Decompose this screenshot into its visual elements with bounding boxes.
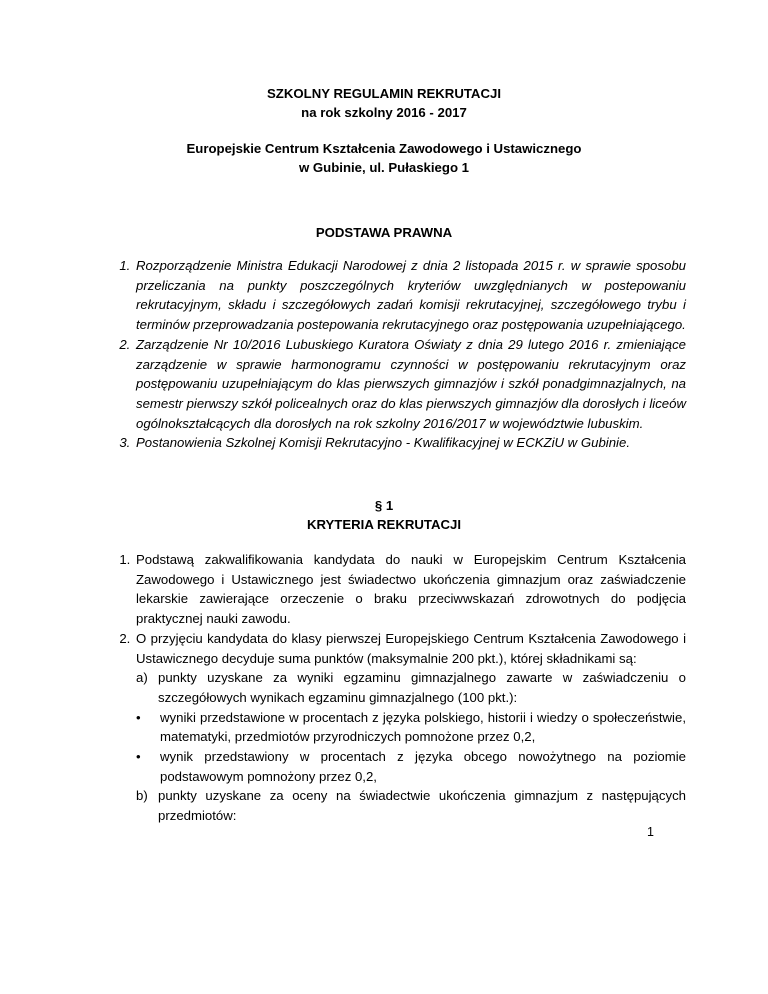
bullet-icon: • [136,709,141,725]
legal-basis-heading: PODSTAWA PRAWNA [315,225,453,240]
page-number: 1 [647,825,654,839]
sublist-item-text: punkty uzyskane za wyniki egzaminu gimnazjalnego zawarte w zaświadczeniu o szczegółowych wynikach egzaminu gimnazjalnego (100 pkt.): [158,670,686,705]
criteria-item [134,629,686,826]
legal-basis-item: 1. Rozporządzenie Ministra Edukacji Narodowej z dnia 2 listopada 2015 r. w sprawie sposobu przeliczania na punkty poszczególnych kryteriów uwzględnianych w postepowaniu rekrutacyjnym, składu i szczegółowych zadań komisji rekrutacyjnej, szczegółowego trybu i terminów przeprowadzania postepowania rekrutacyjnego oraz postępowania uzupełniającego. [134,256,686,335]
exam-results-bullets [136,708,686,787]
points-sublist [136,668,686,826]
title-line-2: na rok szkolny 2016 - 2017 [301,105,467,120]
school-line-1: Europejskie Centrum Kształcenia Zawodowego i Ustawicznego [186,141,582,156]
bullet-item [136,708,686,747]
criteria-item-text: Podstawą zakwalifikowania kandydata do nauki w Europejskim Centrum Kształcenia Zawodowego i Ustawicznego jest świadectwo ukończenia gimnazjum oraz zaświadczenie lekarskie zawierające orzeczenie o braku przeciwwskazań zdrowotnych do podjęcia praktycznej nauki zawodu. [136,552,686,627]
school-line-2: w Gubinie, ul. Pułaskiego 1 [298,160,469,175]
paragraph-sign: § 1 [374,498,394,513]
sublist-item-b [136,786,686,825]
legal-basis-item: 2. Zarządzenie Nr 10/2016 Lubuskiego Kuratora Oświaty z dnia 29 lutego 2016 r. zmieniające zarządzenie w sprawie harmonogramu czynności w postępowaniu rekrutacyjnym oraz postępowaniu uzupełniającym do klas pierwszych gimnazjów i szkół ponadgimnazjalnych, na semestr pierwszy szkół policealnych oraz do klas pierwszych gimnazjów dla dorosłych i liceów ogólnokształcących dla dorosłych na rok szkolny 2016/2017 w województwie lubuskim. [134,335,686,434]
sublist-item-text: punkty uzyskane za oceny na świadectwie ukończenia gimnazjum z następujących przedmiotów: [158,788,686,824]
bullet-text: wynik przedstawiony w procentach z języka obcego nowożytnego na poziomie podstawowym pomnożony przez 0,2, [160,749,686,784]
criteria-item [134,550,686,629]
title-line-1: SZKOLNY REGULAMIN REKRUTACJI [267,86,501,101]
document-title [0,84,768,122]
legal-basis-item: 3. Postanowienia Szkolnej Komisji Rekrutacyjno - Kwalifikacyjnej w ECKZiU w Gubinie. [134,433,686,453]
legal-basis-list [108,256,686,453]
bullet-icon: • [136,749,141,765]
sublist-marker: a) [136,670,148,686]
bullet-item [136,747,686,786]
criteria-item-text: O przyjęciu kandydata do klasy pierwszej Europejskiego Centrum Kształcenia Zawodowego i Ustawicznego decyduje suma punktów (maksymalnie 200 pkt.), której składnikami są: [136,630,686,666]
school-name [0,139,768,177]
section1-heading-block [0,496,768,534]
legal-basis-heading-block [0,223,768,242]
criteria-list [108,550,686,826]
sublist-marker: b) [136,788,148,804]
section1-heading: KRYTERIA REKRUTACJI [306,517,462,532]
bullet-text: wyniki przedstawione w procentach z języka polskiego, historii i wiedzy o społeczeństwie, matematyki, przedmiotów przyrodniczych pomnożone przez 0,2, [160,709,686,745]
sublist-item-a [136,668,686,786]
